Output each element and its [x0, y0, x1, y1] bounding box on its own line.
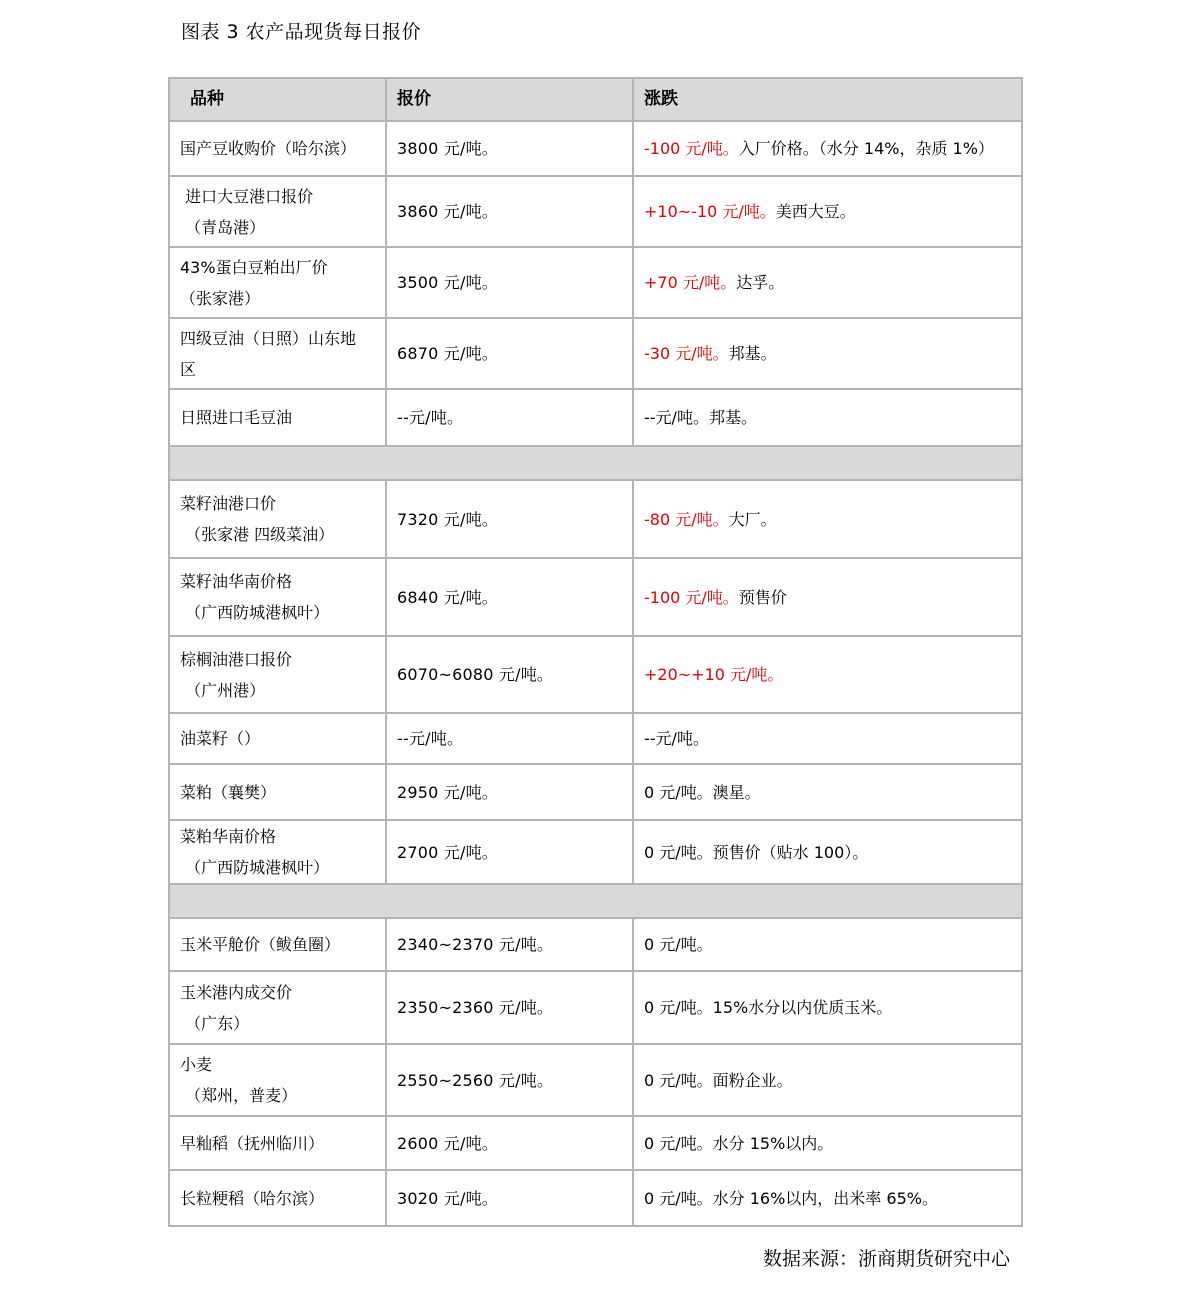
variety-cell: 小麦 （郑州，普麦）	[169, 1044, 386, 1116]
change-note: 0 元/吨。面粉企业。	[644, 1070, 793, 1090]
change-cell	[633, 176, 1022, 247]
variety-cell: 油菜籽（）	[169, 713, 386, 764]
change-cell	[633, 971, 1022, 1044]
change-cell	[633, 1044, 1022, 1116]
change-note: --元/吨。	[644, 729, 709, 748]
change-amount: +20~+10 元/吨。	[644, 665, 784, 684]
change-cell	[633, 636, 1022, 713]
price-cell: --元/吨。	[386, 713, 633, 764]
change-amount: -80 元/吨。	[644, 509, 729, 529]
variety-cell: 长粒粳稻（哈尔滨）	[169, 1170, 386, 1226]
price-table	[168, 77, 1023, 1227]
variety-cell: 早籼稻（抚州临川）	[169, 1116, 386, 1170]
variety-cell: 棕榈油港口报价 （广州港）	[169, 636, 386, 713]
table-row	[169, 389, 1022, 446]
price-cell: 6070~6080 元/吨。	[386, 636, 633, 713]
change-note: 入厂价格。（水分 14%，杂质 1%）	[738, 139, 994, 158]
table-body	[169, 121, 1022, 1226]
price-cell: 2600 元/吨。	[386, 1116, 633, 1170]
change-cell	[633, 389, 1022, 446]
variety-cell: 玉米港内成交价 （广东）	[169, 971, 386, 1044]
change-cell	[633, 318, 1022, 389]
table-row	[169, 247, 1022, 318]
data-source-note: 数据来源：浙商期货研究中心	[762, 1248, 1010, 1270]
change-cell	[633, 247, 1022, 318]
change-amount: -100 元/吨。	[644, 587, 739, 607]
variety-cell: 日照进口毛豆油	[169, 389, 386, 446]
change-note: 大厂。	[728, 509, 777, 529]
table-row	[169, 176, 1022, 247]
figure-title: 图表 3 农产品现货每日报价	[181, 21, 422, 43]
price-cell: 3800 元/吨。	[386, 121, 633, 176]
price-cell: 2700 元/吨。	[386, 820, 633, 884]
table-row	[169, 121, 1022, 176]
change-cell	[633, 713, 1022, 764]
change-note: 0 元/吨。预售价（贴水 100）。	[644, 842, 869, 862]
price-cell: 2340~2370 元/吨。	[386, 918, 633, 971]
price-cell: 2950 元/吨。	[386, 764, 633, 820]
change-amount: +70 元/吨。	[644, 273, 737, 292]
variety-cell: 菜籽油华南价格 （广西防城港枫叶）	[169, 558, 386, 636]
change-amount: -30 元/吨。	[644, 344, 729, 363]
variety-cell: 进口大豆港口报价 （青岛港）	[169, 176, 386, 247]
change-note: 美西大豆。	[775, 202, 856, 221]
change-note: 0 元/吨。15%水分以内优质玉米。	[644, 998, 893, 1017]
variety-cell: 玉米平舱价（鲅鱼圈）	[169, 918, 386, 971]
price-cell: --元/吨。	[386, 389, 633, 446]
column-header-variety: 品种	[169, 78, 386, 121]
table-row	[169, 1116, 1022, 1170]
price-cell: 2350~2360 元/吨。	[386, 971, 633, 1044]
table-row	[169, 713, 1022, 764]
change-note: 0 元/吨。	[644, 935, 713, 954]
table-row	[169, 1170, 1022, 1226]
change-amount: +10~-10 元/吨。	[644, 202, 776, 221]
change-note: --元/吨。邦基。	[644, 408, 757, 427]
variety-cell: 菜粕华南价格 （广西防城港枫叶）	[169, 820, 386, 884]
change-note: 0 元/吨。澳星。	[644, 782, 761, 802]
change-cell	[633, 820, 1022, 884]
table-row	[169, 480, 1022, 558]
table-row	[169, 636, 1022, 713]
table-row	[169, 918, 1022, 971]
variety-cell: 43%蛋白豆粕出厂价 （张家港）	[169, 247, 386, 318]
table-row	[169, 558, 1022, 636]
table-header-row	[169, 78, 1022, 121]
group-separator-row	[169, 884, 1022, 918]
change-amount: -100 元/吨。	[644, 139, 739, 158]
group-separator-cell	[169, 446, 1022, 480]
change-note: 邦基。	[728, 344, 777, 363]
group-separator-row	[169, 446, 1022, 480]
group-separator-cell	[169, 884, 1022, 918]
change-cell	[633, 121, 1022, 176]
change-cell	[633, 918, 1022, 971]
change-cell	[633, 480, 1022, 558]
variety-cell: 菜粕（襄樊）	[169, 764, 386, 820]
price-cell: 2550~2560 元/吨。	[386, 1044, 633, 1116]
change-note: 预售价	[738, 587, 787, 607]
table-row	[169, 1044, 1022, 1116]
variety-cell: 菜籽油港口价 （张家港 四级菜油）	[169, 480, 386, 558]
price-cell: 3500 元/吨。	[386, 247, 633, 318]
change-cell	[633, 764, 1022, 820]
price-cell: 7320 元/吨。	[386, 480, 633, 558]
price-cell: 6840 元/吨。	[386, 558, 633, 636]
price-cell: 3860 元/吨。	[386, 176, 633, 247]
change-cell	[633, 558, 1022, 636]
change-note: 达孚。	[736, 273, 785, 292]
change-cell	[633, 1116, 1022, 1170]
table-row	[169, 318, 1022, 389]
price-cell: 6870 元/吨。	[386, 318, 633, 389]
table-row	[169, 971, 1022, 1044]
variety-cell: 国产豆收购价（哈尔滨）	[169, 121, 386, 176]
change-note: 0 元/吨。水分 15%以内。	[644, 1133, 834, 1153]
table-row	[169, 820, 1022, 884]
table-row	[169, 764, 1022, 820]
change-cell	[633, 1170, 1022, 1226]
column-header-change: 涨跌	[633, 78, 1022, 121]
column-header-price: 报价	[386, 78, 633, 121]
price-cell: 3020 元/吨。	[386, 1170, 633, 1226]
variety-cell: 四级豆油（日照）山东地 区	[169, 318, 386, 389]
change-note: 0 元/吨。水分 16%以内，出米率 65%。	[644, 1188, 938, 1208]
